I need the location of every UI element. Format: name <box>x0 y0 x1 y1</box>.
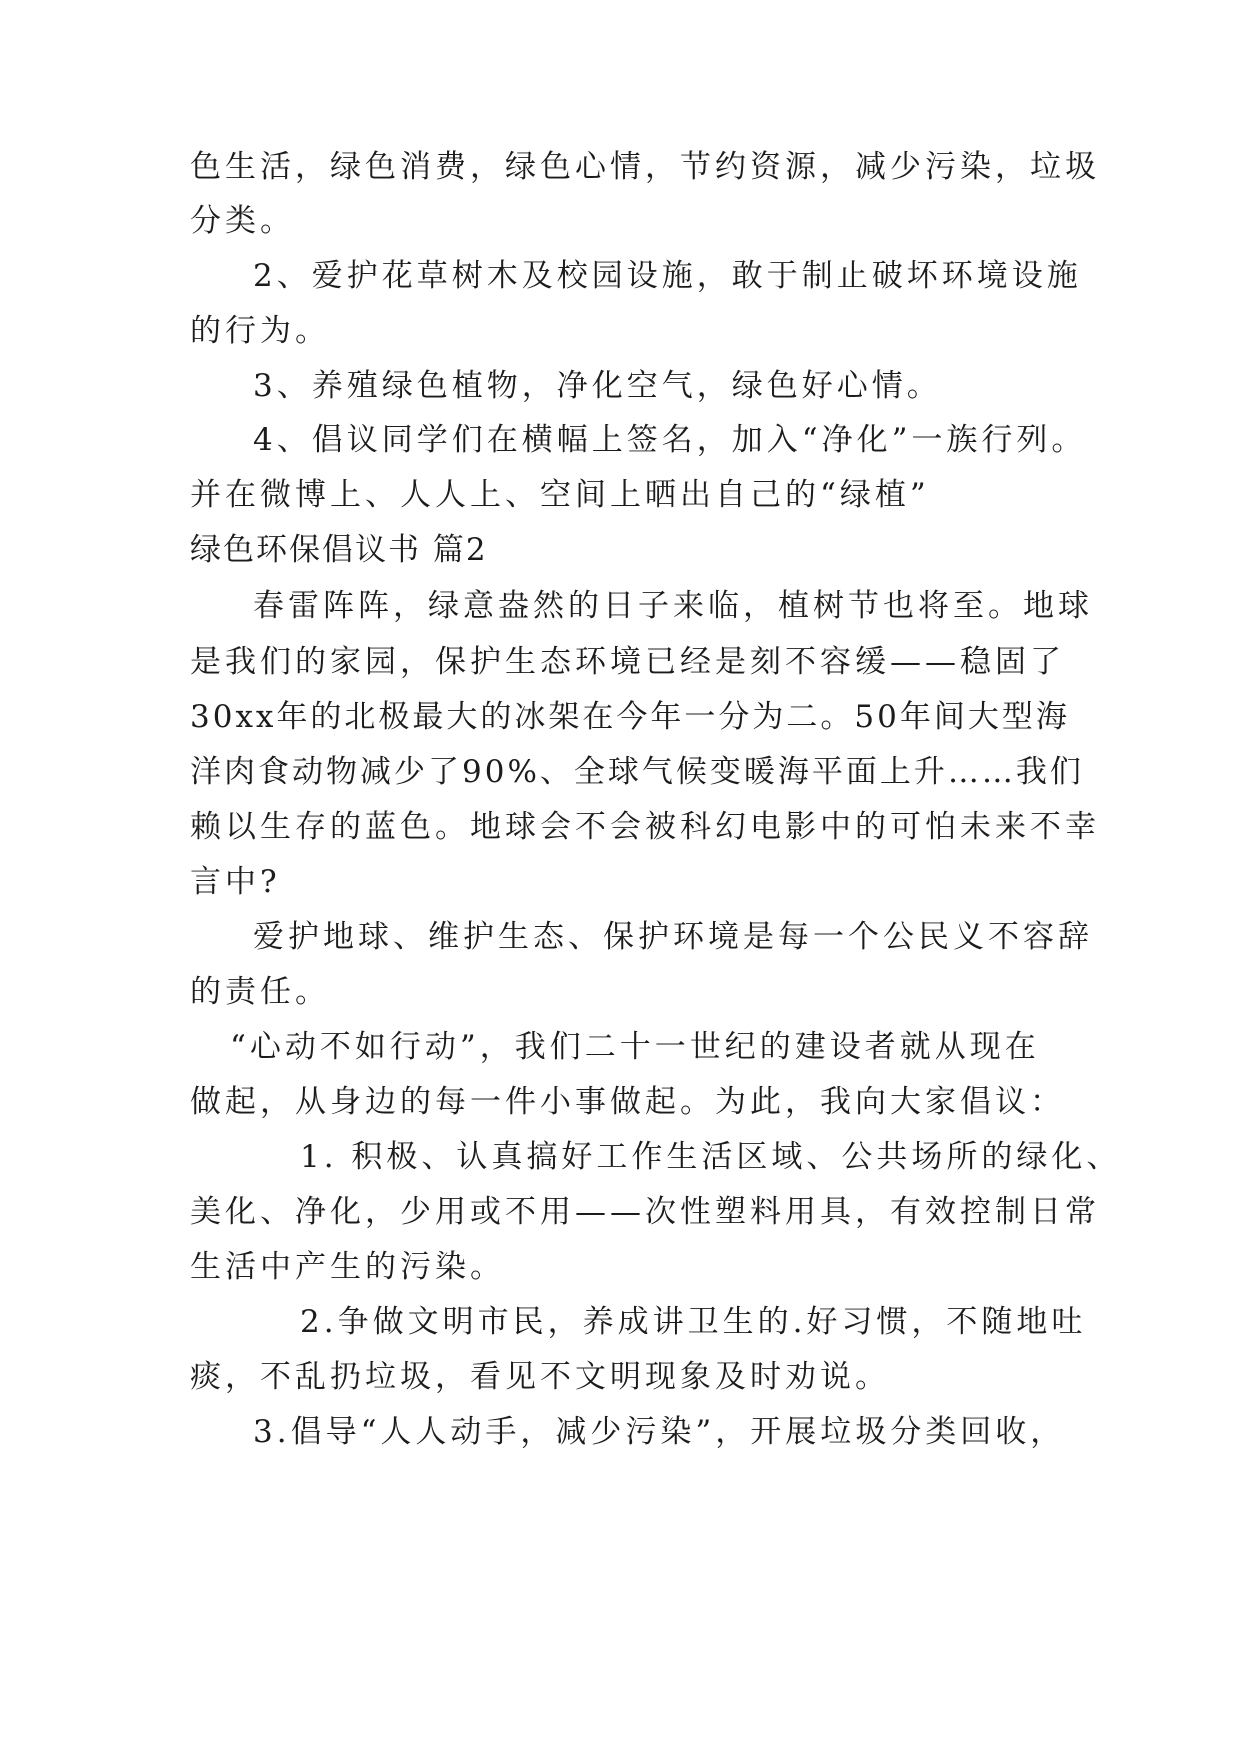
para-1-line-1: 春雷阵阵，绿意盎然的日子来临，植树节也将至。地球 <box>253 588 1093 624</box>
para-3-line-1: “心动不如行动”，我们二十一世纪的建设者就从现在 <box>230 1029 1040 1065</box>
proposal-3-line-1: 3.倡导“人人动手，减少污染”，开展垃圾分类回收， <box>253 1414 1066 1450</box>
item-3-line-1: 3、养殖绿色植物，净化空气，绿色好心情。 <box>253 368 942 404</box>
section-heading: 绿色环保倡议书 篇2 <box>190 532 488 568</box>
para-1-line-6: 言中? <box>190 864 281 900</box>
proposal-1-line-1: 1. 积极、认真搞好工作生活区域、公共场所的绿化、 <box>300 1139 1122 1175</box>
para-1-line-4: 洋肉食动物减少了90%、全球气候变暖海平面上升……我们 <box>190 754 1084 790</box>
para-2-line-2: 的责任。 <box>190 974 330 1010</box>
proposal-2-line-2: 痰，不乱扔垃圾，看见不文明现象及时劝说。 <box>190 1359 890 1395</box>
para-2-line-1: 爱护地球、维护生态、保护环境是每一个公民义不容辞 <box>253 919 1093 955</box>
proposal-1-line-2: 美化、净化，少用或不用——次性塑料用具，有效控制日常 <box>190 1194 1100 1230</box>
item-4-line-2: 并在微博上、人人上、空间上晒出自己的“绿植” <box>190 477 930 513</box>
continuation-line-2: 分类。 <box>190 203 295 239</box>
item-4-line-1: 4、倡议同学们在横幅上签名，加入“净化”一族行列。 <box>253 422 1087 458</box>
para-1-line-2: 是我们的家园，保护生态环境已经是刻不容缓——稳固了 <box>190 644 1065 680</box>
para-1-line-5: 赖以生存的蓝色。地球会不会被科幻电影中的可怕未来不幸 <box>190 809 1100 845</box>
para-1-line-3: 30xx年的北极最大的冰架在今年一分为二。50年间大型海 <box>190 699 1070 735</box>
proposal-1-line-3: 生活中产生的污染。 <box>190 1249 505 1285</box>
proposal-2-line-1: 2.争做文明市民，养成讲卫生的.好习惯，不随地吐 <box>300 1304 1087 1340</box>
item-2-line-1: 2、爱护花草树木及校园设施，敢于制止破坏环境设施 <box>253 258 1082 294</box>
para-3-line-2: 做起，从身边的每一件小事做起。为此，我向大家倡议： <box>190 1084 1065 1120</box>
continuation-line-1: 色生活，绿色消费，绿色心情，节约资源，减少污染，垃圾 <box>190 149 1100 185</box>
item-2-line-2: 的行为。 <box>190 313 330 349</box>
